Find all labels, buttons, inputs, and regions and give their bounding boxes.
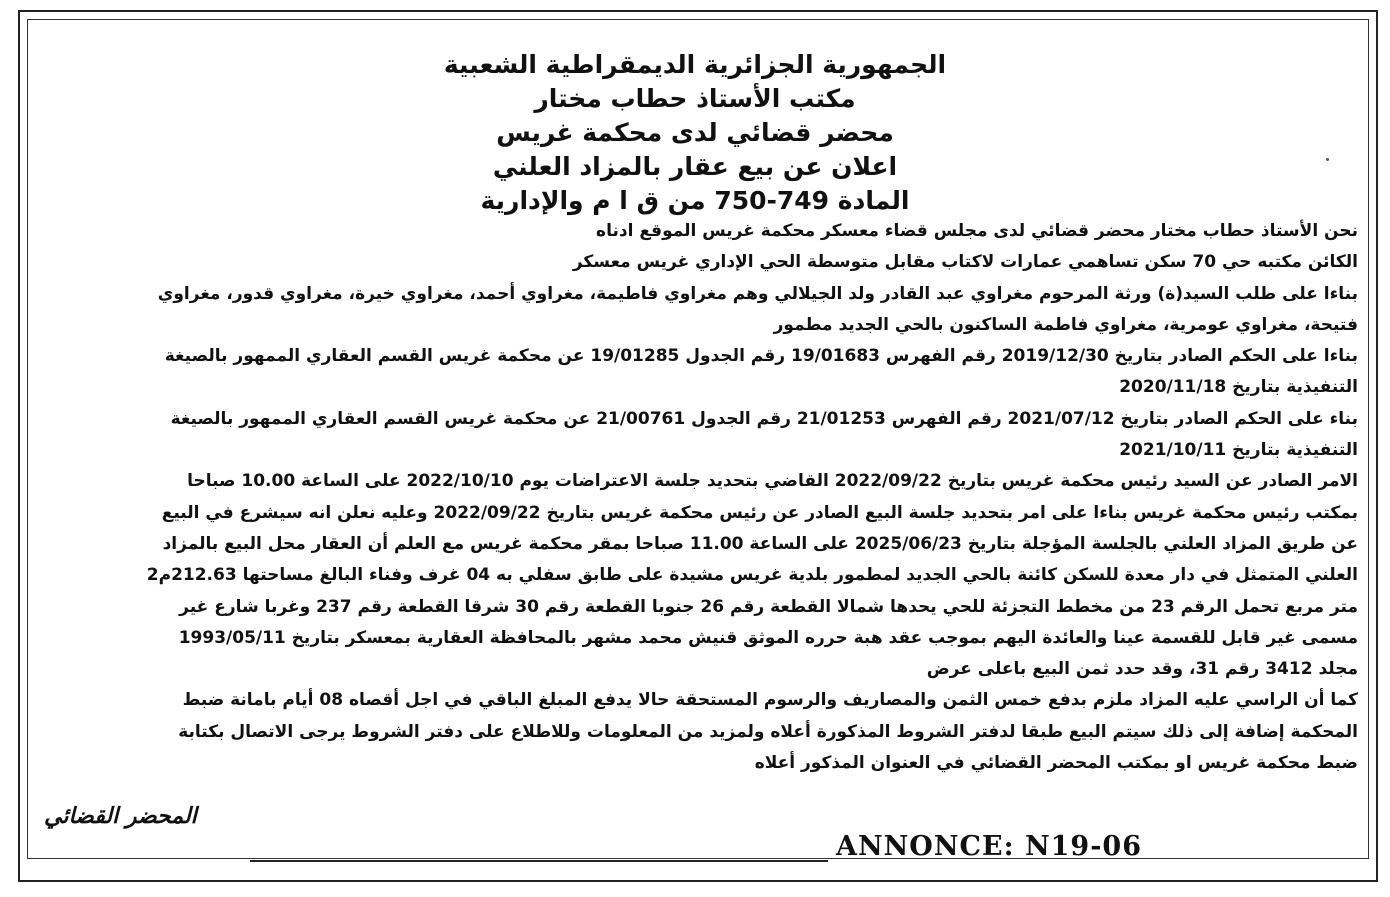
body-line: ضبط محكمة غريس او بمكتب المحضر القضائي في العنوان المذكور أعلاه xyxy=(754,753,1358,774)
body-line: عن طريق المزاد العلني بالجلسة المؤجلة بتاريخ 2025/06/23 على الساعة 11.00 صباحا بمقر محكمة غريس مع العلم أن العقار محل البيع بالمزاد xyxy=(162,533,1358,554)
header-bailiff: محضر قضائي لدى محكمة غريس xyxy=(496,118,894,147)
body-line: الكائن مكتبه حي 70 سكن تساهمي عمارات لاكتاب مقابل متوسطة الحي الإداري غريس معسكر xyxy=(572,252,1358,273)
body-line: التنفيذية بتاريخ 2021/10/11 xyxy=(1119,440,1358,461)
body-line: فتيحة، مغراوي عومرية، مغراوي فاطمة الساكنون بالحي الجديد مطمور xyxy=(773,314,1358,335)
header-office: مكتب الأستاذ حطاب مختار xyxy=(534,84,856,113)
header-legal-article: المادة 749-750 من ق ا م والإدارية xyxy=(480,186,910,215)
header-country: الجمهورية الجزائرية الديمقراطية الشعبية xyxy=(443,50,947,79)
header-notice-title: اعلان عن بيع عقار بالمزاد العلني xyxy=(492,152,898,181)
document-header xyxy=(0,48,1390,218)
body-line: كما أن الراسي عليه المزاد ملزم بدفع خمس الثمن والمصاريف والرسوم المستحقة حالا يدفع المبلغ الباقي في اجل أقصاه 08 أيام بامانة ضبط xyxy=(182,690,1358,711)
body-line: نحن الأستاذ حطاب مختار محضر قضائي لدى مجلس قضاء معسكر محكمة غريس الموقع ادناه xyxy=(596,221,1358,241)
body-line: بناءا على طلب السيد(ة) ورثة المرحوم مغراوي عبد القادر ولد الجيلالي وهم مغراوي فاطيمة، مغراوي أحمد، مغراوي خيرة، مغراوي قدور، مغراوي xyxy=(157,283,1358,304)
body-line: الامر الصادر عن السيد رئيس محكمة غريس بتاريخ 2022/09/22 القاضي بتحديد جلسة الاعتراضات يوم 2022/10/10 على الساعة 10.00 صباحا xyxy=(187,471,1358,492)
body-line: متر مربع تحمل الرقم 23 من مخطط التجزئة للحي يحدها شمالا القطعة رقم 26 جنوبا القطعة رقم 30 شرقا القطعة رقم 237 وغربا شارع غير xyxy=(179,596,1358,617)
body-line: بناء على الحكم الصادر بتاريخ 2021/07/12 رقم الفهرس 21/01253 رقم الجدول 21/00761 عن محكمة غريس القسم العقاري الممهور بالصيغة xyxy=(170,408,1358,429)
body-line: مجلد 3412 رقم 31، وقد حدد ثمن البيع باعلى عرض xyxy=(926,659,1358,680)
document-body xyxy=(40,216,1358,779)
annonce-rule xyxy=(250,860,828,862)
body-line: بناءا على الحكم الصادر بتاريخ 2019/12/30 رقم الفهرس 19/01683 رقم الجدول 19/01285 عن محكمة غريس القسم العقاري الممهور بالصيغة xyxy=(164,346,1358,367)
body-line: مسمى غير قابل للقسمة عينا والعائدة اليهم بموجب عقد هبة حرره الموثق قنيش محمد مشهر بالمحافظة العقارية بمعسكر بتاريخ 1993/05/11 xyxy=(178,627,1358,648)
annonce-number: ANNONCE: N19-06 xyxy=(836,831,1142,862)
body-line: بمكتب رئيس محكمة غريس بناءا على امر بتحديد جلسة البيع الصادر عن رئيس محكمة غريس بتاريخ 2022/09/22 وعليه نعلن انه سيشرع في البيع xyxy=(161,502,1358,523)
signature: المحضر القضائي xyxy=(44,803,197,829)
body-line: التنفيذية بتاريخ 2020/11/18 xyxy=(1119,377,1358,398)
body-line: المحكمة إضافة إلى ذلك سيتم البيع طبقا لدفتر الشروط المذكورة أعلاه ولمزيد من المعلومات وللاطلاع على دفتر الشروط يرجى الاتصال بكتابة xyxy=(178,721,1358,742)
body-line: العلني المتمثل في دار معدة للسكن كائنة بالحي الجديد لمطمور بلدية غريس مشيدة على طابق سفلي به 04 غرف وفناء البالغ مساحتها 212.63م2 xyxy=(146,565,1358,586)
